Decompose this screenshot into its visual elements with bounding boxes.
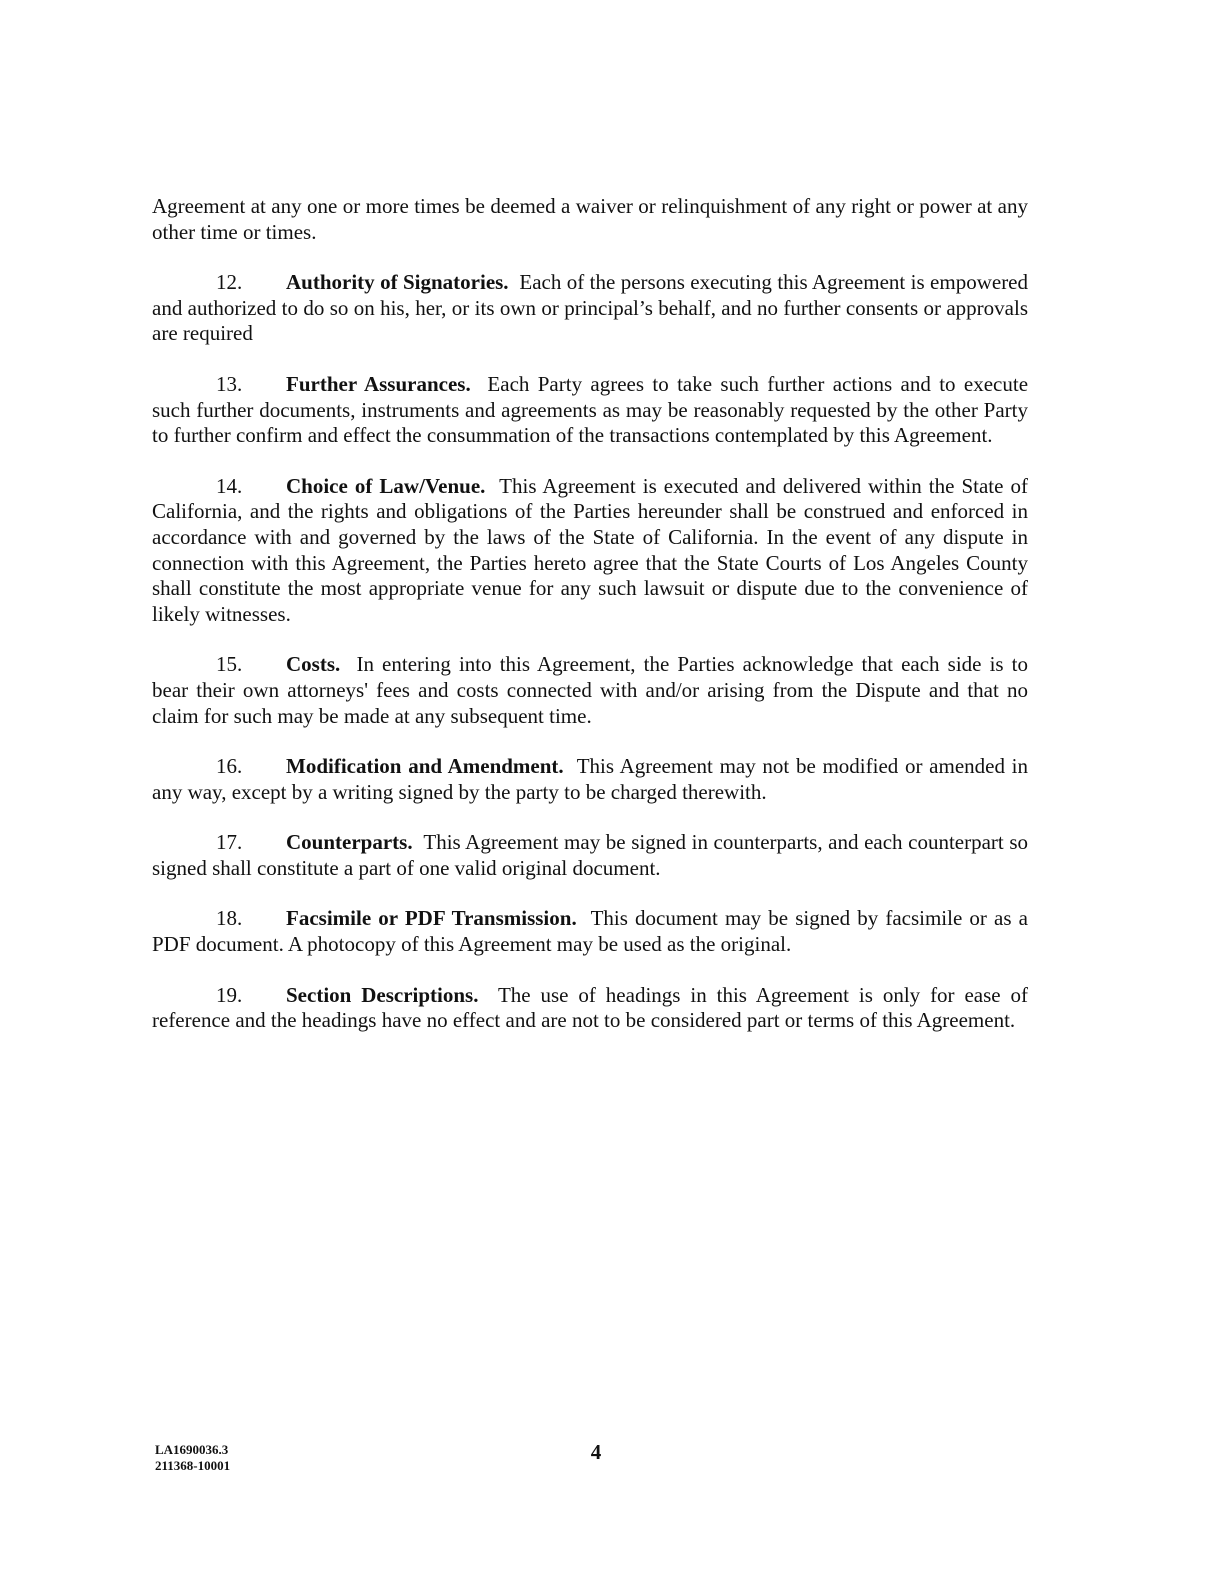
section-text: This Agreement may not be modified or amended in any way, except by a writing signed by the party to be charged therewith.: [152, 754, 1029, 804]
section-text: Each Party agrees to take such further actions and to execute such further documents, instruments and agreements as may be reasonably requested by the other Party to further confirm and effect the consummation of the transactions contemplated by this Agreement.: [152, 371, 1029, 448]
section-text: In entering into this Agreement, the Parties acknowledge that each side is to bear their own attorneys' fees and costs connected with and/or arising from the Dispute and that no claim for such may be made at any subsequent time.: [152, 652, 1029, 728]
footer-document-ids: [155, 1442, 230, 1474]
section-number: 19.: [216, 982, 243, 1007]
section-heading: Choice of Law/Venue.: [286, 473, 486, 498]
section-14: [152, 474, 1028, 628]
footer-matter-id: 211368-10001: [155, 1458, 231, 1473]
section-number: 14.: [216, 473, 243, 498]
page-number: 4: [590, 1440, 602, 1464]
section-16: [152, 754, 1028, 805]
continuation-paragraph: [152, 194, 1028, 245]
section-text: This document may be signed by facsimile or as a PDF document. A photocopy of this Agreement may be used as the original.: [152, 906, 1028, 957]
section-heading: Facsimile or PDF Transmission.: [286, 906, 577, 931]
section-number: 13.: [216, 371, 243, 396]
section-17: [152, 830, 1028, 881]
section-text: The use of headings in this Agreement is only for ease of reference and the headings have no effect and are not to be considered part or terms of this Agreement.: [152, 982, 1029, 1033]
section-18: [152, 906, 1028, 957]
section-heading: Costs.: [286, 652, 341, 677]
document-body: [152, 194, 1028, 1059]
section-text: This Agreement is executed and delivered within the State of California, and the rights and obligations of the Parties hereunder shall be construed and enforced in accordance with and governed by the laws of the State of California. In the event of any dispute in connection with this Agreement, the Parties hereto agree that the State Courts of Los Angeles County shall constitute the most appropriate venue for any such lawsuit or dispute due to the convenience of likely witnesses.: [152, 473, 1028, 626]
section-13: [152, 372, 1028, 449]
section-heading: Section Descriptions.: [286, 982, 479, 1007]
section-number: 17.: [216, 830, 243, 855]
section-heading: Modification and Amendment.: [286, 754, 564, 779]
section-text: This Agreement may be signed in counterparts, and each counterpart so signed shall constitute a part of one valid original document.: [152, 830, 1029, 880]
continuation-text: Agreement at any one or more times be deemed a waiver or relinquishment of any right or power at any other time or times.: [152, 194, 1028, 244]
section-number: 15.: [216, 652, 243, 677]
section-heading: Counterparts.: [286, 830, 413, 855]
section-15: [152, 652, 1028, 729]
section-number: 12.: [216, 270, 243, 295]
section-19: [152, 983, 1028, 1034]
section-text: Each of the persons executing this Agreement is empowered and authorized to do so on his, her, or its own or principal’s behalf, and no further consents or approvals are required: [152, 270, 1029, 346]
footer-doc-id: LA1690036.3: [155, 1442, 229, 1457]
section-heading: Authority of Signatories.: [286, 270, 509, 295]
section-number: 16.: [216, 754, 243, 779]
section-heading: Further Assurances.: [286, 371, 471, 396]
section-12: [152, 270, 1028, 347]
section-number: 18.: [216, 906, 243, 931]
